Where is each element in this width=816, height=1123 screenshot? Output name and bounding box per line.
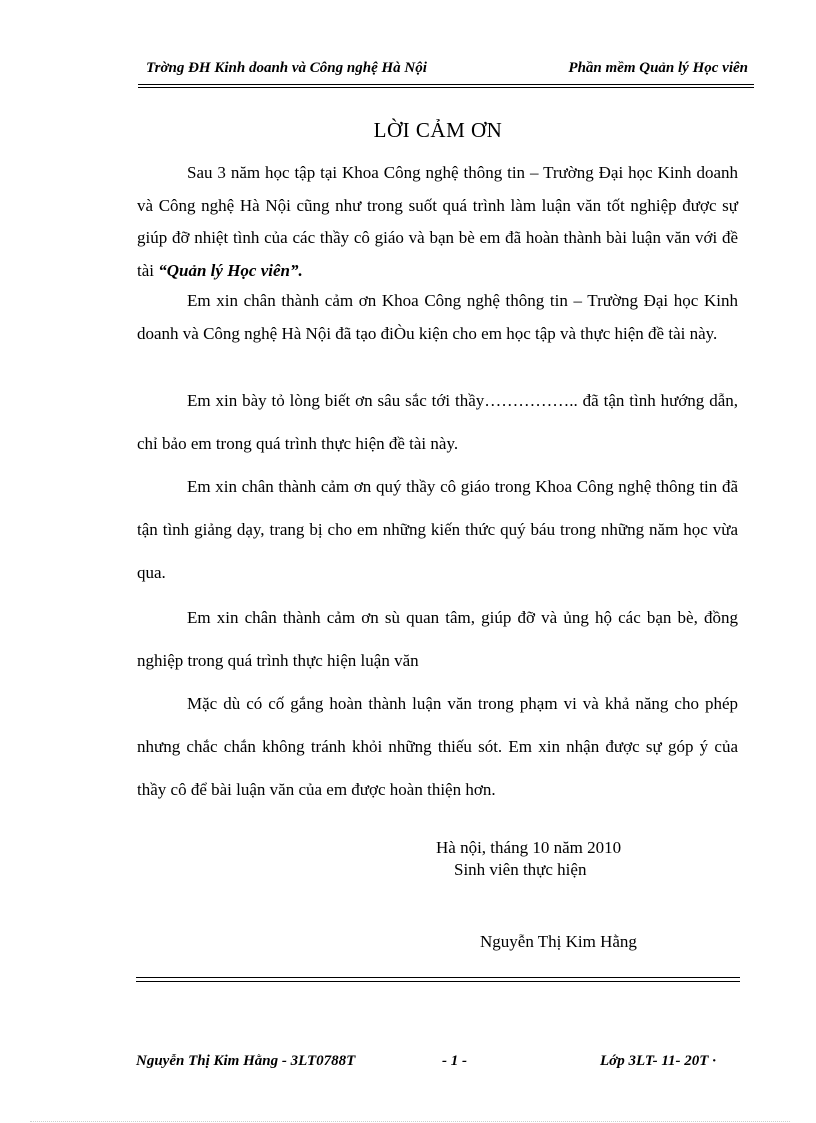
paragraph-1-text: Sau 3 năm học tập tại Khoa Công nghệ thông tin – Trường Đại học Kinh doanh và Công nghệ Hà Nội cũng như trong suốt quá trình làm luận văn tốt nghiệp được sự giúp đỡ nhiệt tình của các thầy cô giáo và bạn bè em đã hoàn thành bài luận văn với đề tài — [137, 163, 738, 280]
signature-name: Nguyễn Thị Kim Hằng — [480, 932, 637, 951]
paragraph-6 — [137, 682, 738, 811]
paragraph-4 — [137, 465, 738, 594]
footer-divider-top — [136, 977, 740, 978]
paragraph-6-text: Mặc dù có cố gắng hoàn thành luận văn trong phạm vi và khả năng cho phép nhưng chắc chắn không tránh khỏi những thiếu sót. Em xin nhận được sự góp ý của thầy cô để bài luận văn của em được hoàn thiện hơn. — [137, 694, 738, 799]
header-institution: Trờng ĐH Kinh doanh và Công nghệ Hà Nội — [146, 60, 427, 76]
thesis-title-emphasis: “Quản lý Học viên”. — [158, 260, 303, 280]
footer-author: Nguyễn Thị Kim Hằng - 3LT0788T — [136, 1053, 356, 1069]
paragraph-3-text: Em xin bày tỏ lòng biết ơn sâu sắc tới thầy…………….. đã tận tình hướng dẫn, chỉ bảo em trong quá trình thực hiện đề tài này. — [137, 391, 738, 453]
signature-place-date: Hà nội, tháng 10 năm 2010 — [436, 838, 622, 857]
paragraph-4-text: Em xin chân thành cảm ơn quý thầy cô giáo trong Khoa Công nghệ thông tin đã tận tình giảng dạy, trang bị cho em những kiến thức quý báu trong những năm học vừa qua. — [137, 477, 738, 582]
header-project-title: Phần mềm Quản lý Học viên — [568, 60, 748, 76]
header-divider-top — [138, 84, 754, 85]
footer-page-number: - 1 - — [442, 1053, 467, 1069]
paragraph-1 — [137, 157, 738, 287]
header-divider-bottom — [138, 87, 754, 88]
signature-role: Sinh viên thực hiện — [454, 860, 587, 879]
page-header — [138, 60, 754, 80]
paragraph-5 — [137, 596, 738, 682]
footer-divider-bottom — [136, 981, 740, 982]
page-title: LỜI CẢM ƠN — [373, 118, 503, 142]
paragraph-5-text: Em xin chân thành cảm ơn sù quan tâm, giúp đỡ và ủng hộ các bạn bè, đồng nghiệp trong quá trình thực hiện luận văn — [137, 608, 738, 670]
page-bottom-dotted-line — [30, 1121, 790, 1122]
paragraph-3 — [137, 379, 738, 465]
paragraph-2-text: Em xin chân thành cảm ơn Khoa Công nghệ thông tin – Trường Đại học Kinh doanh và Công nghệ Hà Nội đã tạo điÒu kiện cho em học tập và thực hiện đề tài này. — [137, 291, 738, 343]
paragraph-2 — [137, 285, 738, 350]
footer-class: Lớp 3LT- 11- 20T · — [600, 1053, 716, 1069]
